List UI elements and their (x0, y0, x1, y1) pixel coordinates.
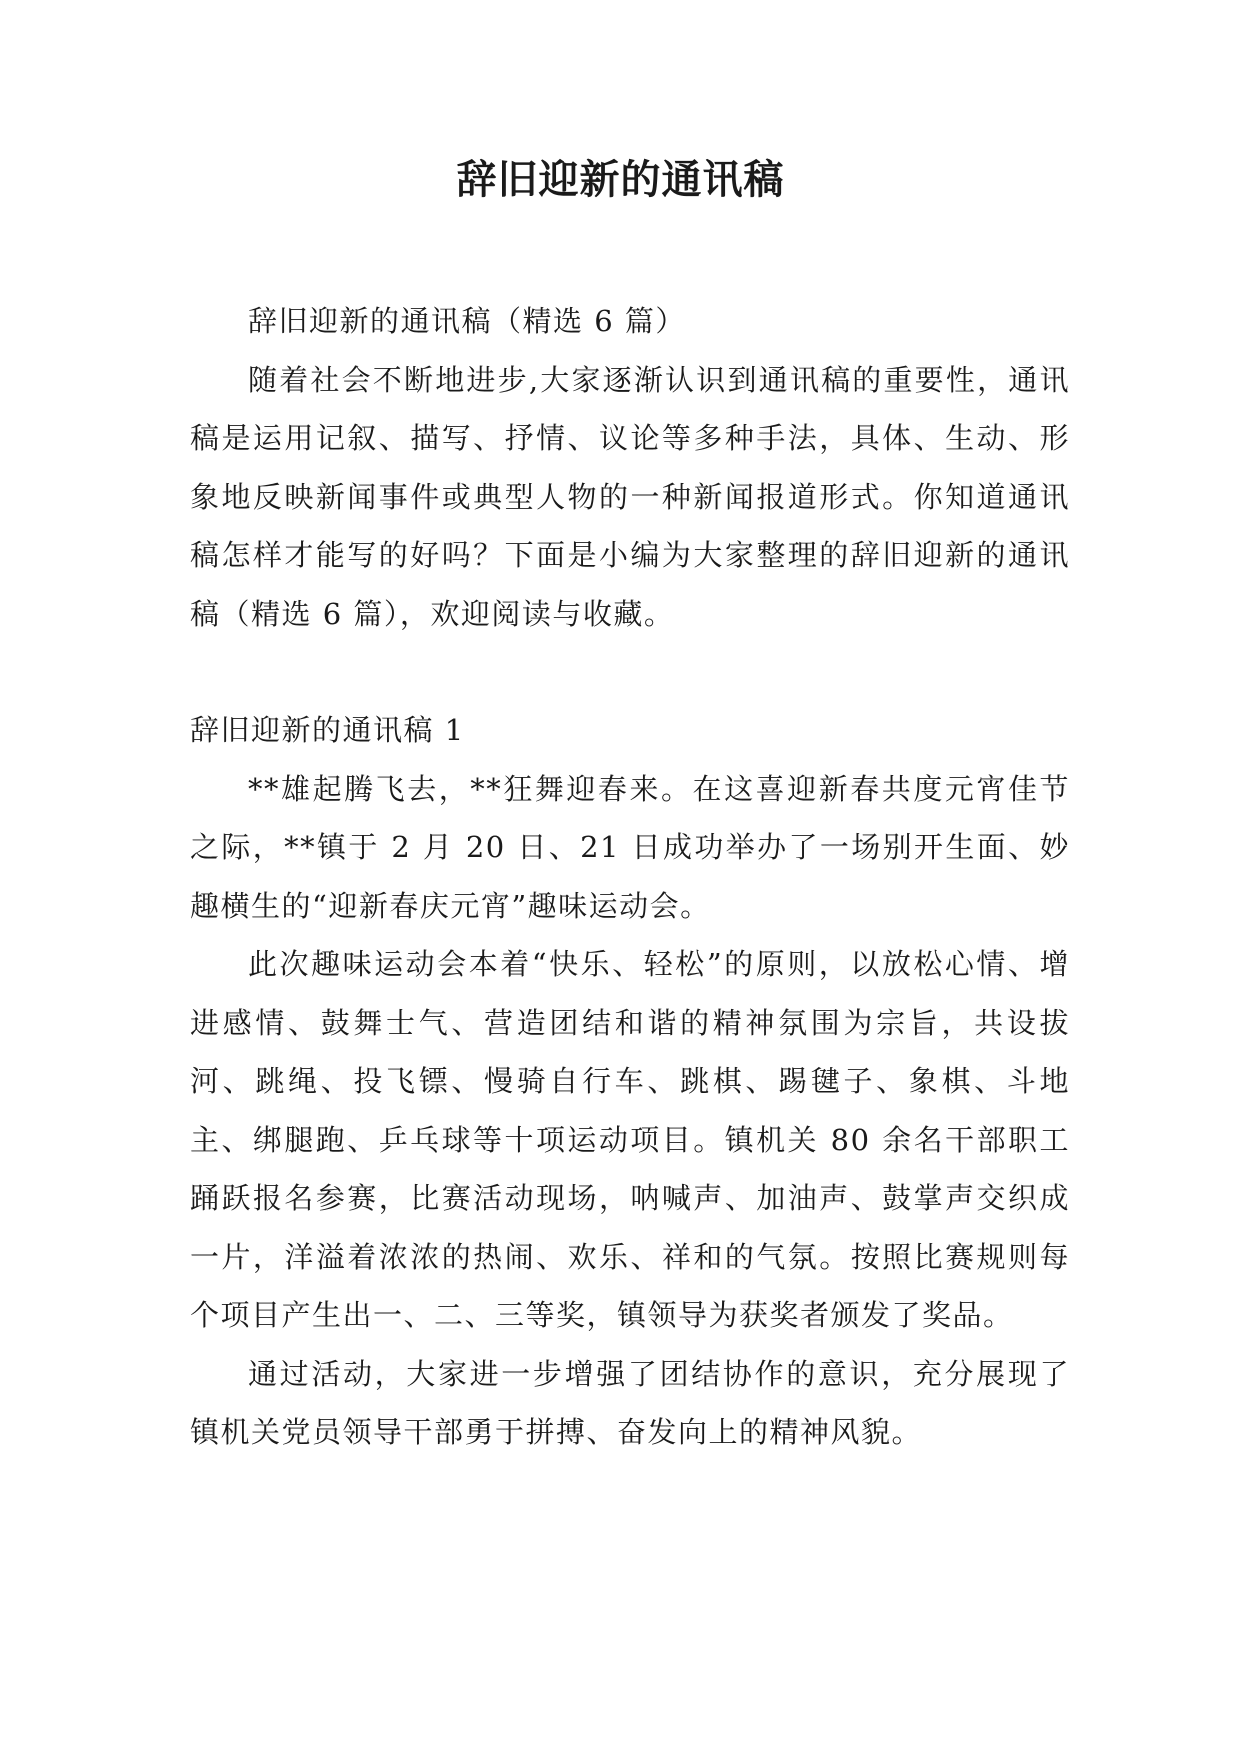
section-heading: 辞旧迎新的通讯稿 1 (190, 713, 465, 747)
body-paragraph: 通过活动，大家进一步增强了团结协作的意识，充分展现了镇机关党员领导干部勇于拼搏、奋发向上的精神风貌。 (190, 1356, 1070, 1449)
document-subtitle: 辞旧迎新的通讯稿（精选 6 篇） (248, 304, 686, 338)
document-title: 辞旧迎新的通讯稿 (456, 157, 785, 203)
section-spacer (190, 643, 1070, 701)
body-paragraph: **雄起腾飞去，**狂舞迎春来。在这喜迎新春共度元宵佳节之际，**镇于 2 月 20 日、21 日成功举办了一场别开生面、妙趣横生的“迎新春庆元宵”趣味运动会。 (190, 771, 1070, 923)
document-body (190, 292, 1070, 1462)
body-paragraph: 此次趣味运动会本着“快乐、轻松”的原则，以放松心情、增进感情、鼓舞士气、营造团结和谐的精神氛围为宗旨，共设拔河、跳绳、投飞镖、慢骑自行车、跳棋、踢毽子、象棋、斗地主、绑腿跑、乒乓球等十项运动项目。镇机关 80 余名干部职工踊跃报名参赛，比赛活动现场，呐喊声、加油声、鼓掌声交织成一片，洋溢着浓浓的热闹、欢乐、祥和的气氛。按照比赛规则每个项目产生出一、二、三等奖，镇领导为获奖者颁发了奖品。 (190, 947, 1070, 1332)
intro-paragraph: 随着社会不断地进步,大家逐渐认识到通讯稿的重要性，通讯稿是运用记叙、描写、抒情、议论等多种手法，具体、生动、形象地反映新闻事件或典型人物的一种新闻报道形式。你知道通讯稿怎样才能写的好吗？下面是小编为大家整理的辞旧迎新的通讯稿（精选 6 篇），欢迎阅读与收藏。 (190, 362, 1070, 631)
